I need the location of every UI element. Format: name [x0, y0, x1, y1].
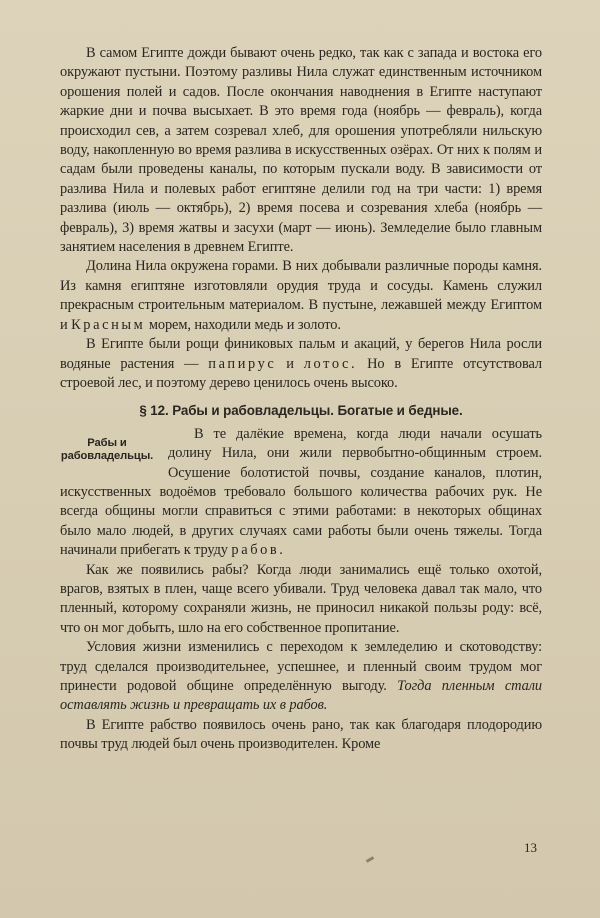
page-number: 13 [524, 840, 537, 855]
page-body [60, 44, 542, 755]
spaced-word: Красным [71, 316, 146, 333]
paragraph-plants [60, 335, 542, 393]
text-run: морем, находили медь и золото. [145, 316, 341, 333]
italic-sentence: Тогда пленным стали оставлять жизнь и превращать их в рабов. [60, 678, 542, 714]
paragraph-how-slaves: Как же появились рабы? Когда люди занимались ещё только охотой, врагов, взятых в плен, чаще всего убивали. Труд человека давал так мало, что пленный, которому сохраняли жизнь, не приносил никакой пользы роду: всё, что он мог добыть, шло на его собственное пропитание. [60, 561, 542, 636]
paragraph-mountains [60, 257, 542, 335]
text-run: В Египте были рощи финиковых пальм и акаций, у берегов Нила росли водяные растения — [60, 336, 542, 372]
spaced-word: рабов. [231, 542, 286, 559]
paragraph-agriculture [60, 638, 542, 716]
print-mark [366, 856, 374, 863]
margin-note: Рабы и рабовладельцы. [60, 436, 154, 462]
text-run: Но в Египте отсутствовал строевой лес, и поэтому дерево ценилось очень высоко. [60, 355, 542, 391]
text-run: и [276, 355, 304, 372]
paragraph-slavery-egypt: В Египте рабство появилось очень рано, так как благодаря плодородию почвы труд людей был очень производителен. Кроме [60, 716, 542, 753]
section-heading: § 12. Рабы и рабовладельцы. Богатые и бедные. [139, 403, 463, 419]
spaced-word: лотос. [303, 355, 358, 372]
text-run: Долина Нила окружена горами. В них добывали различные породы камня. Из камня египтяне изготовляли орудия труда и сосуды. Камень служил прекрасным строительным материалом. В пустыне, лежавшей между Египтом и [60, 258, 542, 333]
spaced-word: папирус [208, 355, 277, 372]
text-run: В те далёкие времена, когда люди начали осушать долину Нила, они жили первобытно-общинным строем. Осушение болотистой почвы, создание каналов, плотин, искусственных водоёмов требовало большого количества рабочих рук. Не всегда общины могли справиться с этими работами: в некоторых общинах было мало людей, в других случаях сами работы были очень тяжелы. Тогда начинали прибегать к труду [60, 425, 542, 559]
paragraph-egypt-climate: В самом Египте дожди бывают очень редко, так как с запада и востока его окружают пустыни. Поэтому разливы Нила служат единственным источником орошения полей и садов. После окончания наводнения в Египте наступают жаркие дни и почва высыхает. В это время года (ноябрь — февраль), когда происходил сев, а затем созревал хлеб, для орошения употребляли нильскую воду, накопленную во время разлива в искусственных озёрах. От них к полям и садам были проведены каналы, по которым пускали воду. В зависимости от разлива Нила и полевых работ египтяне делили год на три части: 1) время разлива (июль — октябрь), 2) время посева и созревания хлеба (ноябрь — февраль), 3) время жатвы и засухи (март — июнь). Земледелие было главным занятием населения в древнем Египте. [60, 45, 542, 256]
text-run: Условия жизни изменились с переходом к земледелию и скотоводству: труд сделался производительнее, успешнее, и пленный своим трудом мог принести родовой общине определённую выгоду. [60, 639, 542, 694]
